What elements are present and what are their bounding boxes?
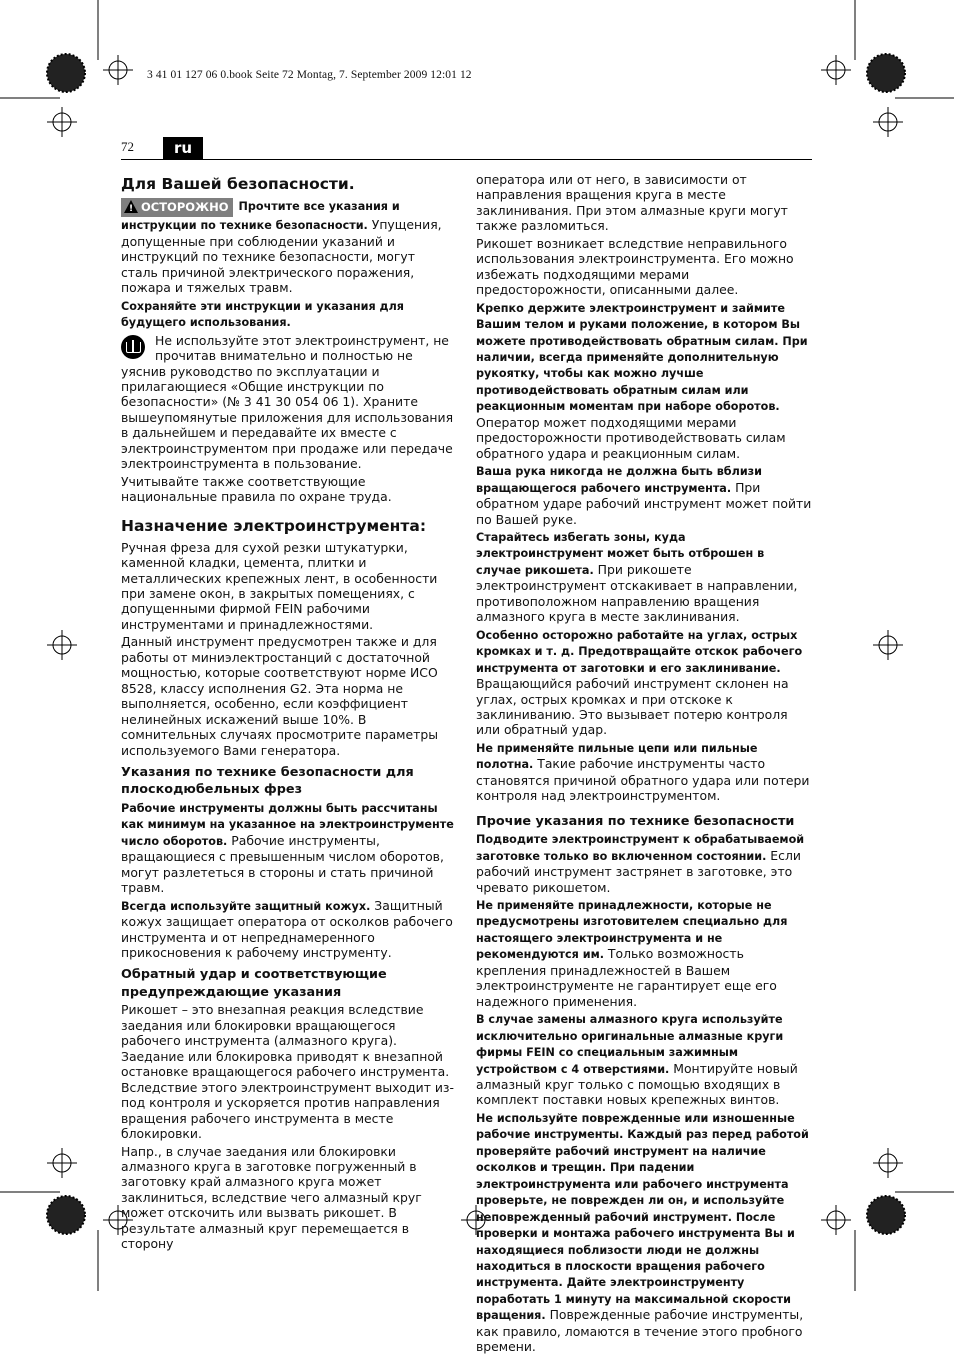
switched-on-bold: Подводите электроинструмент к обрабатываемой заготовке только во включенном состоянии. — [476, 833, 805, 863]
hand-away-text: При обратном ударе рабочий инструмент может пойти по Вашей руке. — [476, 479, 812, 527]
right-column — [476, 172, 812, 1357]
kickback-cause: Рикошет возникает вследствие неправильного использования электроинструмента. Его можно избежать подходящими мерами предосторожности, описанными далее. — [476, 235, 794, 298]
rated-speed-bold: Рабочие инструменты должны быть рассчитаны как минимум на указанное на электроинструменте число оборотов. — [121, 801, 454, 848]
hold-firmly-text: Оператор может подходящими мерами предосторожности противодействовать силам обратного удара и реакционным силам. — [476, 414, 786, 461]
guard-text: Защитный кожух защищает оператора от осколков рабочего инструмента и от непреднамеренного прикосновения к рабочему инструменту. — [121, 897, 453, 961]
warning-text: Упущения, допущенные при соблюдении указаний и инструкций по технике безопасности, могут сталь причиной электрического поражения, пожара и тяжелых травм. — [121, 217, 442, 296]
original-discs-bold: В случае замены алмазного круга используйте исключительно оригинальные алмазные круги фирмы FEIN со специальным зажимным устройством с 4 отверстиями. — [476, 1013, 784, 1076]
rated-speed-text: Рабочие инструменты, вращающиеся с превышенным числом оборотов, могут разлететься в стороны и стать причиной травм. — [121, 832, 444, 896]
warning-label: ОСТОРОЖНО — [141, 200, 229, 214]
warning-paragraph — [121, 198, 455, 296]
purpose-paragraph-2: Данный инструмент предусмотрен также и для работы от миниэлектростанций с достаточной мощностью, которые соответствуют норме ИСО 8528, классу исполнения G2. Эта норма не выполняется, особенно, если коэффициент нелинейных искажений выше 10%. В сомнительных случаях просмотрите параметры используемого Вами генератора. — [121, 634, 439, 758]
damaged-tools-bold: Не используйте поврежденные или изношенные рабочие инструменты. Каждый раз перед работой проверяйте рабочий инструмент на наличие осколков и трещин. При падении электроинструмента или рабочего инструмента проверьте, не поврежден ли он, и используйте неповрежденный рабочий инструмент. После проверки и монтажа рабочего инструмента Вы и находящиеся поблизости люди не должны находиться в плоскости вращения рабочего инструмента. Дайте электроинструменту поработать 1 минуту на максимальной скорости вращения. — [476, 1111, 809, 1323]
warning-triangle-icon — [124, 200, 138, 213]
avoid-zone-bold: Старайтесь избегать зоны, куда электроинструмент может быть отброшен в случае рикошета. — [476, 530, 765, 577]
subsection-title-other-safety: Прочие указания по технике безопасности — [476, 813, 795, 829]
subsection-title-kickback: Обратный удар и соответствующие предупреждающие указания — [121, 967, 387, 1000]
switched-on-text: Если рабочий инструмент застрянет в заготовке, это чревато рикошетом. — [476, 847, 801, 895]
header-rule — [121, 159, 812, 160]
saw-chains-bold: Не применяйте пильные цепи или пильные полотна. — [476, 741, 758, 772]
language-badge: ru — [163, 137, 203, 159]
kickback-paragraph-1: Рикошет – это внезапная реакция вследствие заедания или блокировки вращающегося рабочего инструмента (алмазного круга). Заедание или блокировка приводят к внезапной остановке вращающегося рабочего инструмента. Вследствие этого электроинструмент выходит из-под контроля и ускоряется против направления вращения рабочего инструмента в месте блокировки. — [121, 1002, 454, 1142]
kickback-paragraph-2: Напр., в случае заедания или блокировки алмазного круга в заготовке погруженный в заготовку край алмазного круга может заклиниться, вследствие чего алмазный круг может отскочить или вызвать рикошет. В результате алмазный круг перемещается в сторону — [121, 1143, 422, 1252]
avoid-zone-text: При рикошете электроинструмент отскакивает в направлении, противоположном направлению вращения алмазного круга в месте заклинивания. — [476, 561, 798, 625]
manual-paragraph — [121, 333, 455, 472]
read-manual-icon — [121, 335, 145, 359]
section-title-purpose: Назначение электроинструмента: — [121, 516, 427, 535]
keep-instructions-bold: Сохраняйте эти инструкции и указания для будущего использования. — [121, 299, 404, 330]
purpose-paragraph-1: Ручная фреза для сухой резки штукатурки, каменной кладки, цемента, плитки и металлических крепежных лент, в особенности при замене окон, в закрытых помещениях, с допущенными фирмой FEIN рабочими инструментами и принадлежностями. — [121, 539, 438, 632]
subsection-title-router-safety: Указания по технике безопасности для плоскодюбельных фрез — [121, 764, 414, 798]
page-number: 72 — [121, 139, 134, 154]
damaged-tools-text: Поврежденные рабочие инструменты, как правило, ломаются в течение этого пробного времени. — [476, 1307, 804, 1355]
saw-chains-text: Такие рабочие инструменты часто становятся причиной обратного удара или потери контроля над электроинструментом. — [476, 756, 810, 804]
section-title-safety: Для Вашей безопасности. — [121, 175, 355, 193]
hold-firmly-bold: Крепко держите электроинструмент и займите Вашим телом и руками положение, в котором Вы можете противодействовать обратным силам. При наличии, всегда применяйте дополнительную рукоятку, чтобы как можно лучше противодействовать обратным силам или реакционным моментам при наборе оборотов. — [476, 301, 808, 414]
warning-bold: Прочтите все указания и инструкции по технике безопасности. — [121, 200, 400, 233]
accessories-text: Только возможность крепления принадлежностей в Вашем электроинструменте не гарантирует еще его надежного применения. — [476, 946, 777, 1009]
warning-badge — [121, 198, 233, 217]
national-rules-text: Учитывайте также соответствующие национальные правила по охране труда. — [121, 473, 392, 505]
manual-text: Не используйте этот электроинструмент, не прочитав внимательно и полностью не уяснив руководство по эксплуатации и прилагающиеся «Общие инструкции по безопасности» (№ 3 41 30 054 06 1). Храните вышеупомянутые приложения для использования в дальнейшем и передавайте их вместе с электроинструментом при продаже или передаче электроинструмента в пользование. — [121, 332, 454, 472]
guard-bold: Всегда используйте защитный кожух. — [121, 899, 371, 913]
corners-bold: Особенно осторожно работайте на углах, острых кромках и т. д. Предотвращайте отскок рабочего инструмента от заготовки и его заклинивание. — [476, 628, 803, 675]
corners-text: Вращающийся рабочий инструмент склонен на углах, острых кромках и при отскоке к заклиниванию. Это вызывает потерю контроля или обратный удар. — [476, 676, 789, 738]
original-discs-text: Монтируйте новый алмазный круг только с помощью входящих в комплект поставки новых крепежных винтов. — [476, 1060, 798, 1108]
left-column — [121, 175, 455, 1254]
accessories-bold: Не применяйте принадлежности, которые не предусмотрены изготовителем специально для настоящего электроинструмента и не рекомендуются им. — [476, 898, 788, 962]
print-info-line: 3 41 01 127 06 0.book Seite 72 Montag, 7. September 2009 12:01 12 — [147, 69, 472, 81]
hand-away-bold: Ваша рука никогда не должна быть вблизи вращающегося рабочего инструмента. — [476, 465, 762, 495]
kickback-continuation: оператора или от него, в зависимости от направления вращения круга в месте заклинивания. При этом алмазные круги могут также разломиться. — [476, 172, 788, 234]
